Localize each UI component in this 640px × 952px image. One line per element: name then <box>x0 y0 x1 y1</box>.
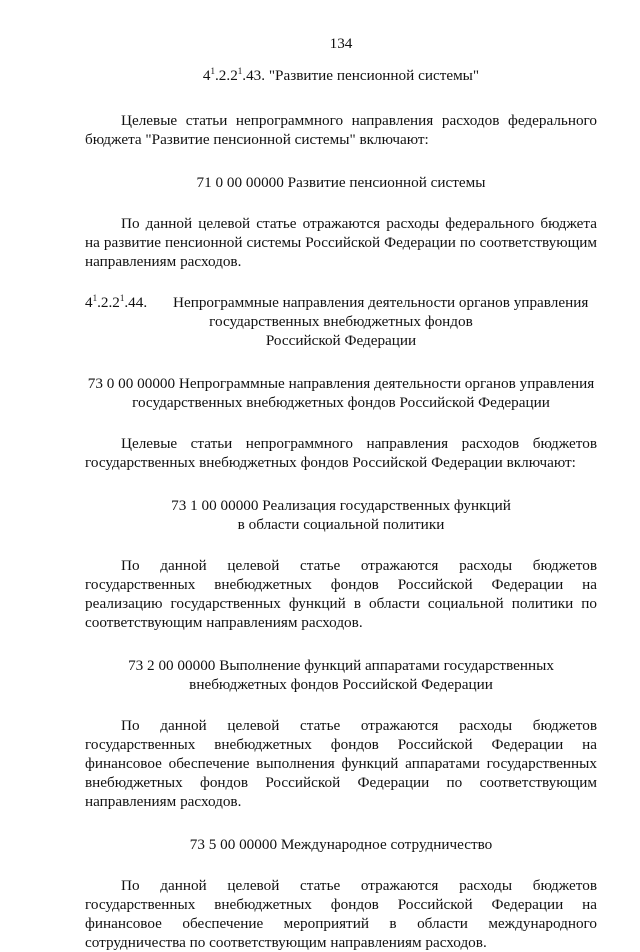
section-43-title: .43. "Развитие пенсионной системы" <box>242 67 480 84</box>
section-44-num-b: .2.2 <box>97 294 120 311</box>
section-43-sup-a: 1 <box>210 65 215 76</box>
target-code-73-2-line-2: внебюджетных фондов Российской Федерации <box>189 676 493 693</box>
target-code-73-0-line-1: 73 0 00 00000 Непрограммные направления деятельности органов управления <box>87 375 595 392</box>
target-code-73-5: 73 5 00 00000 Международное сотрудничество <box>189 836 493 853</box>
target-code-73-2 <box>85 656 597 694</box>
target-code-73-0 <box>85 374 597 412</box>
page-number: 134 <box>329 35 353 52</box>
section-44-title-line-1: Непрограммные направления деятельности органов управления <box>173 294 589 311</box>
section-44-title-line-3: Российской Федерации <box>265 332 417 349</box>
section-44-num-a: 4 <box>85 294 93 311</box>
paragraph-5: По данной целевой статье отражаются расходы бюджетов государственных внебюджетных фондов Российской Федерации на финансовое обеспечение выполнения функций аппаратами государственных внебюджетных фондов Российской Федерации по соответствующим направлениям расходов. <box>85 717 597 810</box>
section-44-title-line-2: государственных внебюджетных фондов <box>209 313 473 330</box>
section-44-number <box>85 293 147 312</box>
section-44-sup-b: 1 <box>119 292 125 303</box>
section-44-sup-a: 1 <box>92 292 98 303</box>
target-code-73-1-line-1: 73 1 00 00000 Реализация государственных функций <box>171 497 511 514</box>
paragraph-3: Целевые статьи непрограммного направления расходов бюджетов государственных внебюджетных фондов Российской Федерации включают: <box>85 435 597 471</box>
paragraph-2: По данной целевой статье отражаются расходы федерального бюджета на развитие пенсионной системы Российской Федерации по соответствующим направлениям расходов. <box>85 215 597 270</box>
section-43-sup-b: 1 <box>237 65 243 76</box>
paragraph-6: По данной целевой статье отражаются расходы бюджетов государственных внебюджетных фондов Российской Федерации на финансовое обеспечение мероприятий в области международного сотрудничества по соответствующим направлениям расходов. <box>85 877 597 951</box>
target-code-73-2-line-1: 73 2 00 00000 Выполнение функций аппаратами государственных <box>128 657 554 674</box>
section-heading-43 <box>85 66 597 85</box>
target-code-73-1 <box>85 496 597 534</box>
target-code-73-0-line-2: государственных внебюджетных фондов Российской Федерации <box>132 394 550 411</box>
paragraph-4: По данной целевой статье отражаются расходы бюджетов государственных внебюджетных фондов Российской Федерации на реализацию государственных функций в области социальной политики по соответствующим направлениям расходов. <box>85 557 597 631</box>
section-43-num-a: 4 <box>202 67 211 84</box>
paragraph-1: Целевые статьи непрограммного направления расходов федерального бюджета "Развитие пенсионной системы" включают: <box>85 112 597 148</box>
target-code-71: 71 0 00 00000 Развитие пенсионной системы <box>196 174 486 191</box>
section-44-num-c: .44. <box>124 294 148 311</box>
section-heading-44 <box>85 293 597 350</box>
document-page <box>85 34 597 952</box>
section-43-num-b: .2.2 <box>215 67 238 84</box>
target-code-73-1-line-2: в области социальной политики <box>237 516 445 533</box>
